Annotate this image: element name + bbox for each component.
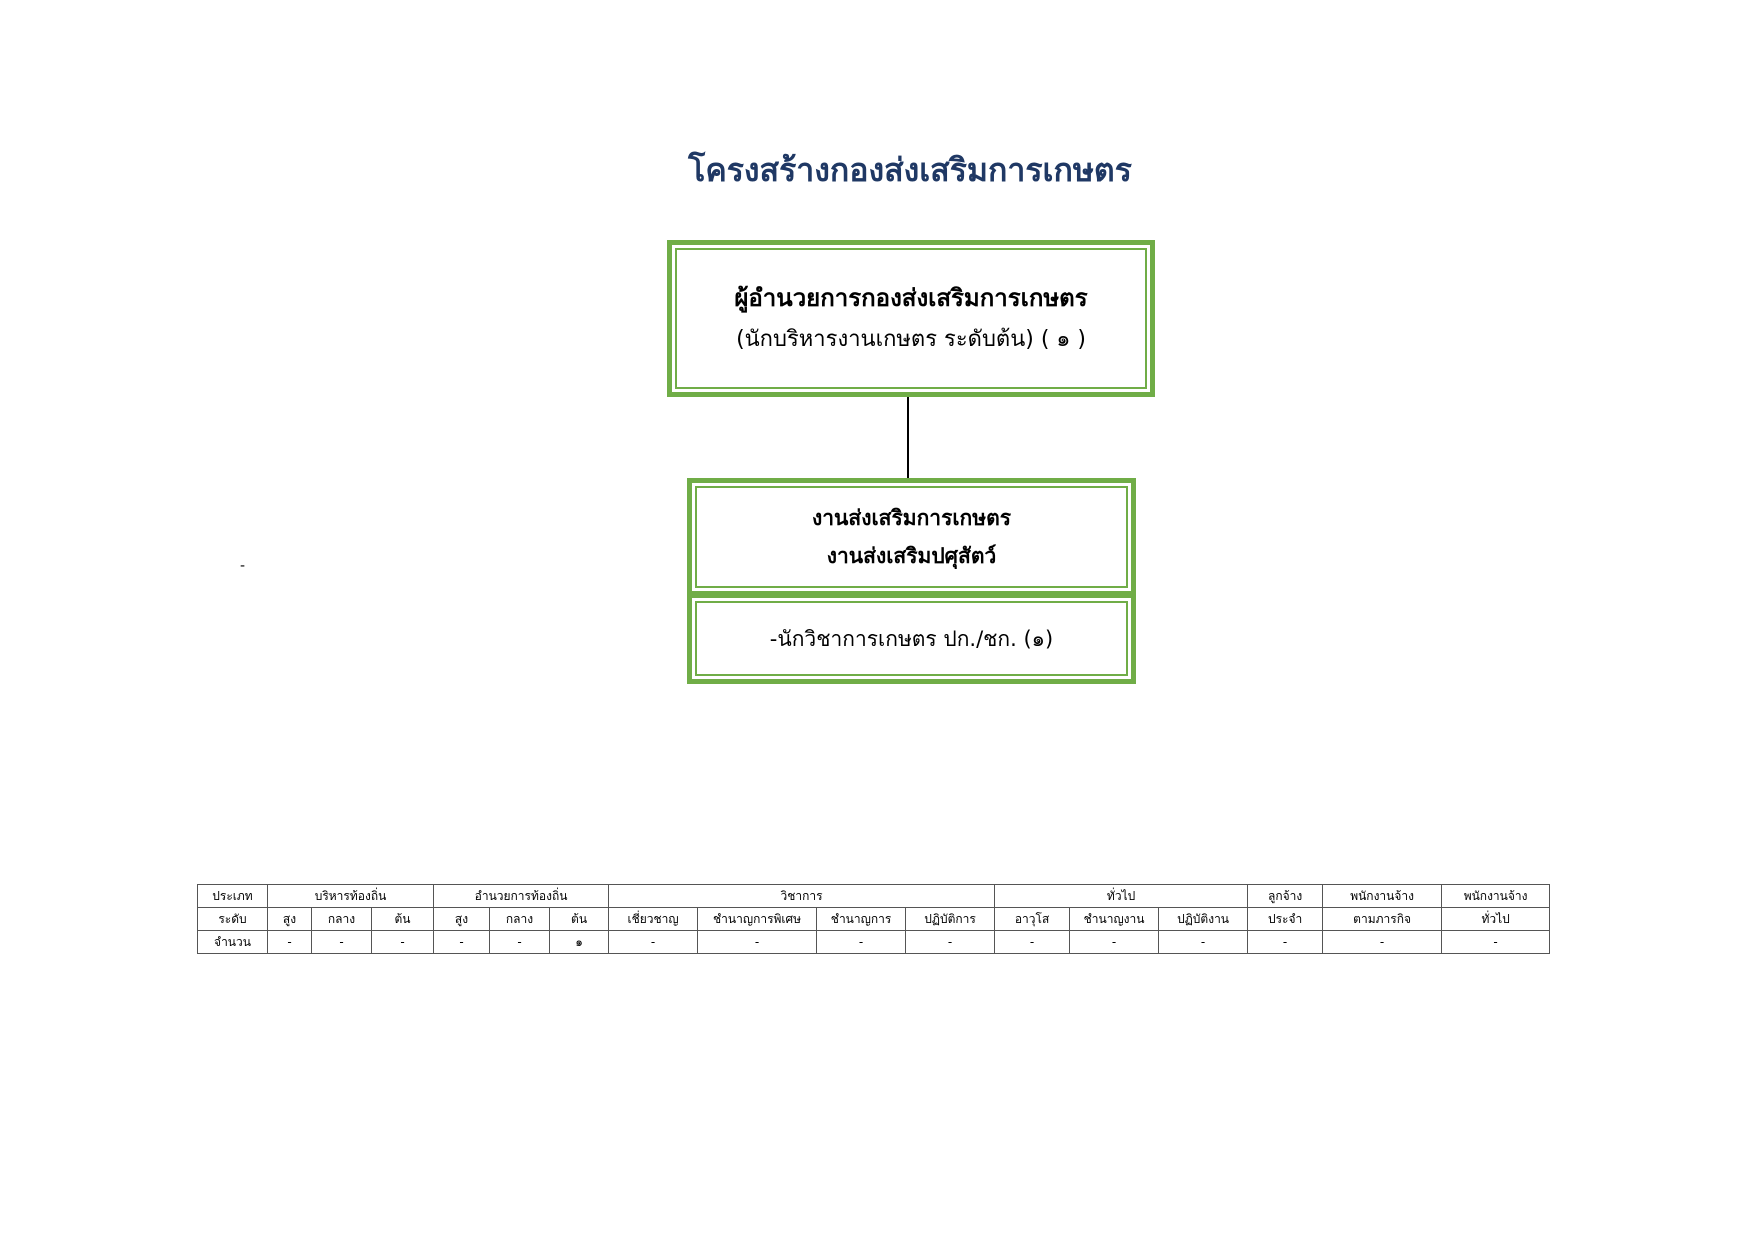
- section-box: [687, 478, 1136, 596]
- table-header-row-type: [198, 885, 1550, 908]
- count-cell: -: [312, 931, 372, 954]
- table-header-row-level: [198, 908, 1550, 931]
- section-box-inner: [695, 486, 1128, 588]
- group-academic: วิชาการ: [609, 885, 995, 908]
- level-cell: กลาง: [312, 908, 372, 931]
- count-cell: -: [490, 931, 550, 954]
- level-cell: ปฏิบัติงาน: [1159, 908, 1248, 931]
- page-title: โครงสร้างกองส่งเสริมการเกษตร: [688, 151, 1132, 189]
- side-dash: -: [240, 558, 246, 574]
- count-cell: -: [906, 931, 995, 954]
- director-box-inner: [675, 248, 1147, 389]
- count-cell: -: [268, 931, 312, 954]
- level-cell: ต้น: [372, 908, 434, 931]
- org-connector-line: [907, 397, 909, 479]
- table-count-row: [198, 931, 1550, 954]
- staffing-table: [197, 884, 1550, 954]
- emp-mission-top: พนักงานจ้าง: [1323, 885, 1442, 908]
- emp-general-bottom: ทั่วไป: [1442, 908, 1550, 931]
- level-cell: เชี่ยวชาญ: [609, 908, 698, 931]
- group-general: ทั่วไป: [995, 885, 1248, 908]
- count-cell: -: [698, 931, 817, 954]
- emp-perm-bottom: ประจำ: [1248, 908, 1323, 931]
- count-label: จำนวน: [198, 931, 268, 954]
- group-local-director: อำนวยการท้องถิ่น: [434, 885, 609, 908]
- staff-position: -นักวิชาการเกษตร ปก./ชก. (๑): [769, 626, 1054, 651]
- count-cell: -: [1070, 931, 1159, 954]
- section-name-livestock: งานส่งเสริมปศุสัตว์: [826, 544, 997, 568]
- count-cell: -: [1248, 931, 1323, 954]
- count-cell: -: [1159, 931, 1248, 954]
- count-cell: -: [1323, 931, 1442, 954]
- count-cell: ๑: [550, 931, 609, 954]
- emp-perm-top: ลูกจ้าง: [1248, 885, 1323, 908]
- level-cell: ปฏิบัติการ: [906, 908, 995, 931]
- level-cell: ต้น: [550, 908, 609, 931]
- director-title: ผู้อำนวยการกองส่งเสริมการเกษตร: [734, 283, 1088, 312]
- count-cell: -: [817, 931, 906, 954]
- emp-mission-bottom: ตามภารกิจ: [1323, 908, 1442, 931]
- level-cell: สูง: [434, 908, 490, 931]
- level-cell: สูง: [268, 908, 312, 931]
- staff-box-inner: [695, 601, 1128, 676]
- staff-box: [687, 593, 1136, 684]
- count-cell: -: [434, 931, 490, 954]
- emp-general-top: พนักงานจ้าง: [1442, 885, 1550, 908]
- level-cell: อาวุโส: [995, 908, 1070, 931]
- level-cell: ชำนาญการพิเศษ: [698, 908, 817, 931]
- type-label: ประเภท: [198, 885, 268, 908]
- level-label: ระดับ: [198, 908, 268, 931]
- count-cell: -: [995, 931, 1070, 954]
- director-box: [667, 240, 1155, 397]
- level-cell: ชำนาญงาน: [1070, 908, 1159, 931]
- count-cell: -: [1442, 931, 1550, 954]
- group-local-admin: บริหารท้องถิ่น: [268, 885, 434, 908]
- director-position: (นักบริหารงานเกษตร ระดับต้น) ( ๑ ): [736, 326, 1086, 352]
- section-name-agriculture: งานส่งเสริมการเกษตร: [811, 506, 1012, 530]
- count-cell: -: [372, 931, 434, 954]
- level-cell: กลาง: [490, 908, 550, 931]
- level-cell: ชำนาญการ: [817, 908, 906, 931]
- count-cell: -: [609, 931, 698, 954]
